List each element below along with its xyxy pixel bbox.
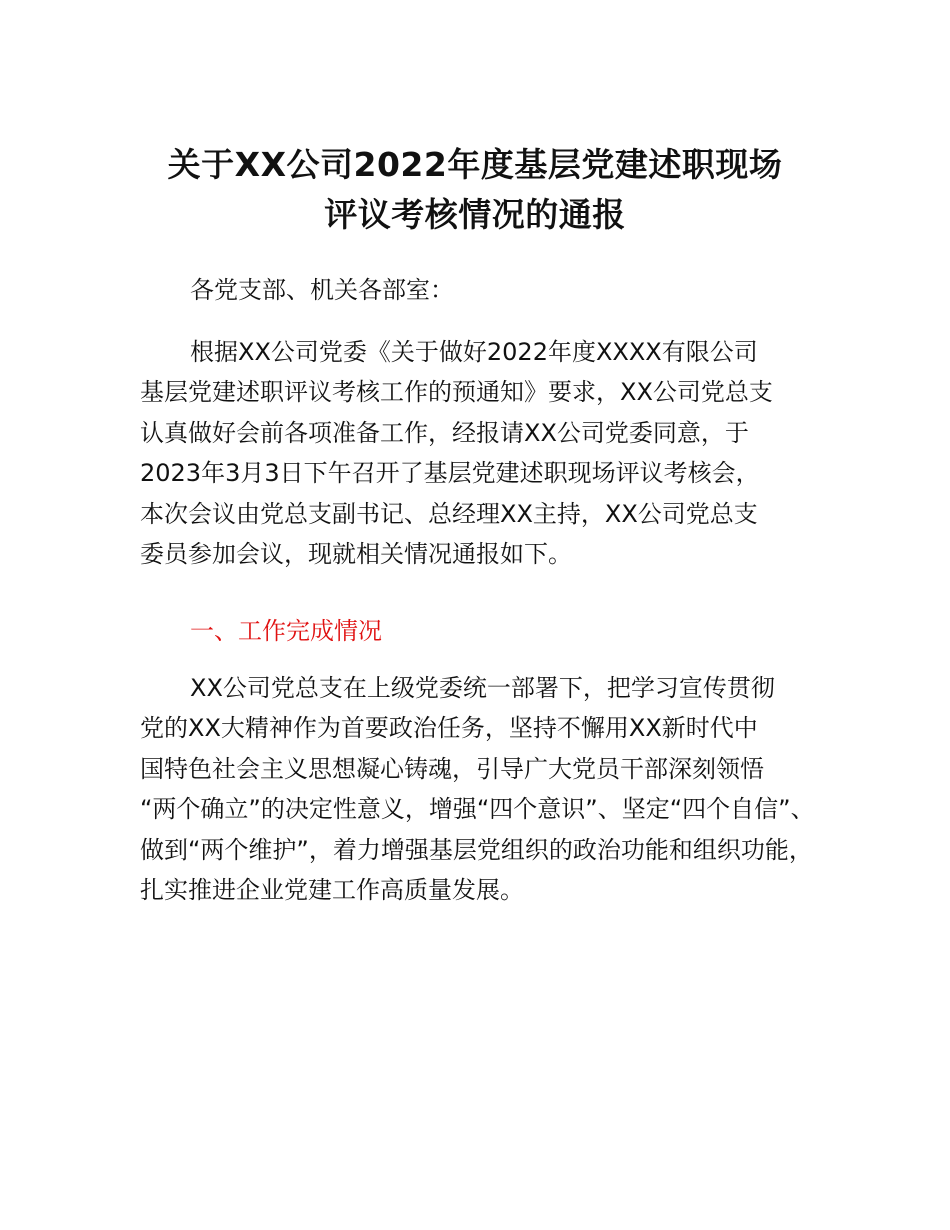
title-line-2: 评议考核情况的通报 <box>324 195 626 234</box>
paragraph-line: 党的XX大精神作为首要政治任务，坚持不懈用XX新时代中 <box>140 714 758 743</box>
paragraph-line: 本次会议由党总支副书记、总经理XX主持，XX公司党总支 <box>140 499 758 528</box>
paragraph-line: 根据XX公司党委《关于做好2022年度XXXX有限公司 <box>190 338 758 366</box>
title-line-1: 关于XX公司2022年度基层党建述职现场 <box>167 145 783 184</box>
paragraph-intro <box>140 332 820 574</box>
paragraph-line: 国特色社会主义思想凝心铸魂，引导广大党员干部深刻领悟 <box>140 754 764 783</box>
section-heading: 一、工作完成情况 <box>190 617 382 645</box>
salutation: 各党支部、机关各部室： <box>190 276 454 304</box>
paragraph-line: “两个确立”的决定性意义，增强“四个意识”、坚定“四个自信”、 <box>140 795 815 824</box>
paragraph-line: XX公司党总支在上级党委统一部署下，把学习宣传贯彻 <box>190 674 775 702</box>
paragraph-work-completion <box>140 668 820 910</box>
document-title <box>120 140 830 240</box>
paragraph-line: 做到“两个维护”，着力增强基层党组织的政治功能和组织功能， <box>140 835 813 864</box>
paragraph-line: 2023年3月3日下午召开了基层党建述职现场评议考核会， <box>140 459 760 488</box>
paragraph-line: 委员参加会议，现就相关情况通报如下。 <box>140 540 572 569</box>
paragraph-line: 扎实推进企业党建工作高质量发展。 <box>140 876 524 905</box>
paragraph-line: 基层党建述职评议考核工作的预通知》要求，XX公司党总支 <box>140 378 773 407</box>
paragraph-line: 认真做好会前各项准备工作，经报请XX公司党委同意，于 <box>140 418 749 447</box>
